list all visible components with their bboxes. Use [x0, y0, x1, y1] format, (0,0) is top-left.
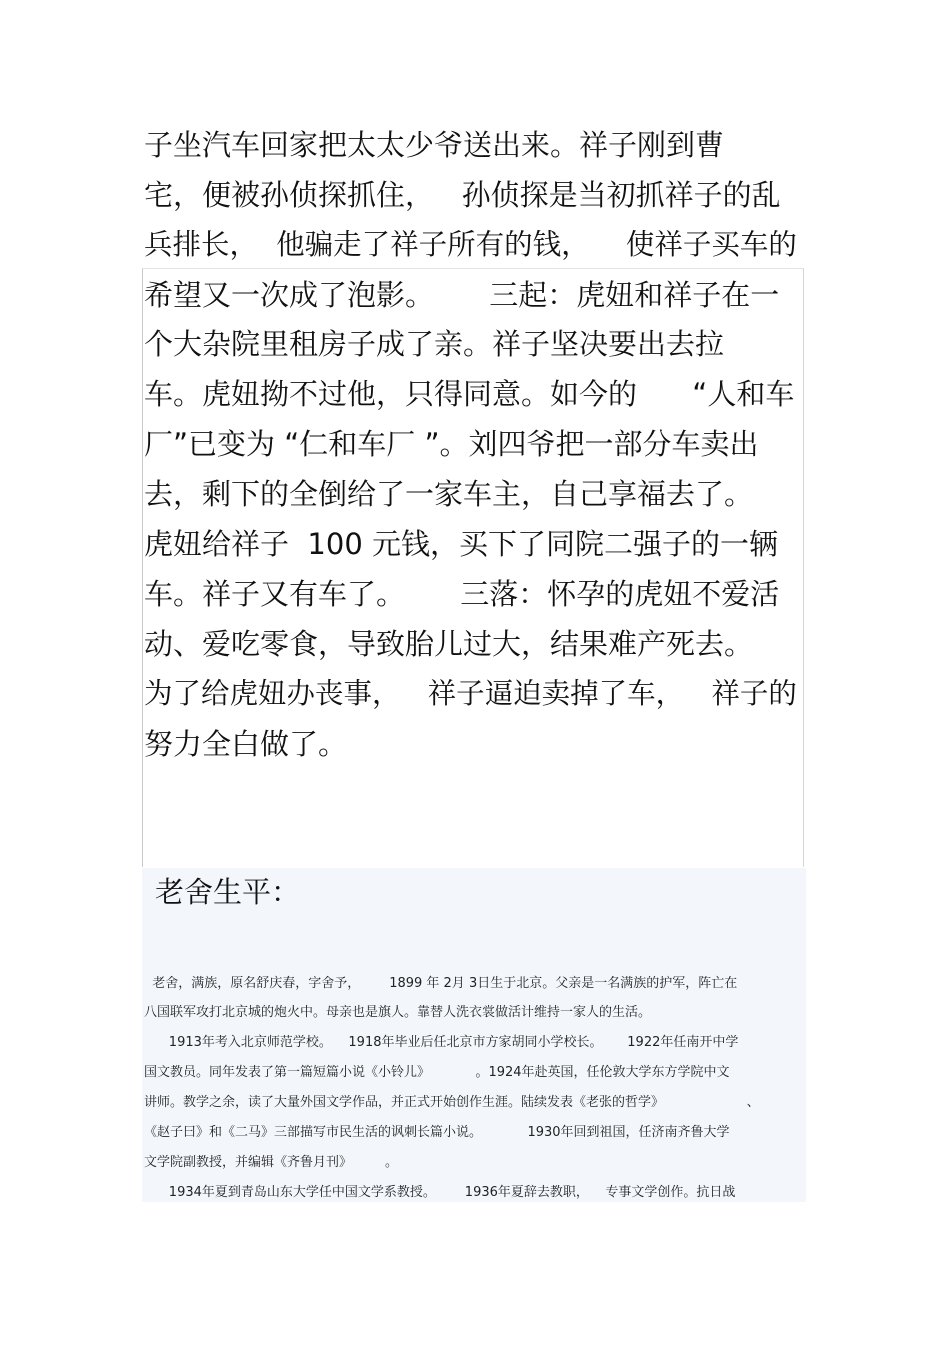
- story-line: 车。虎妞拗不过他，只得同意。如今的 “人和车: [144, 377, 795, 411]
- biography-line: 讲师。教学之余，读了大量外国文学作品，并正式开始创作生涯。陆续发表《老张的哲学》 、: [144, 1095, 760, 1110]
- story-line: 虎妞给祥子 100 元钱，买下了同院二强子的一辆: [144, 527, 779, 561]
- biography-line: 文学院副教授，并编辑《齐鲁月刊》 。: [144, 1155, 399, 1170]
- story-line: 兵排长， 他骗走了祥子所有的钱， 使祥子买车的: [144, 228, 797, 261]
- story-line: 厂”已变为 “仁和车厂 ”。刘四爷把一部分车卖出: [144, 427, 759, 461]
- story-line: 努力全白做了。: [144, 727, 348, 761]
- biography-line: 1934年夏到青岛山东大学任中国文学系教授。 1936年夏辞去教职， 专事文学创作。抗日战: [144, 1185, 736, 1200]
- story-line: 希望又一次成了泡影。 三起：虎妞和祥子在一: [144, 278, 780, 312]
- story-line: 为了给虎妞办丧事， 祥子逼迫卖掉了车， 祥子的: [144, 677, 797, 710]
- biography-line: 八国联军攻打北京城的炮火中。母亲也是旗人。靠替人洗衣裳做活计维持一家人的生活。: [144, 1005, 652, 1020]
- biography-line: 《赵子曰》和《二马》三部描写市民生活的讽刺长篇小说。 1930年回到祖国，任济南齐鲁大学: [144, 1125, 730, 1140]
- story-line: 动、爱吃零食，导致胎儿过大，结果难产死去。: [144, 627, 754, 661]
- biography-line: 1913年考入北京师范学校。 1918年毕业后任北京市方家胡同小学校长。 1922年任南开中学: [144, 1035, 739, 1050]
- story-line: 去，剩下的全倒给了一家车主，自己享福去了。: [144, 477, 754, 511]
- biography-line: 老舍，满族，原名舒庆春，字舍予， 1899 年 2月 3日生于北京。父亲是一名满族的护军，阵亡在: [144, 976, 738, 991]
- biography-line: 国文教员。同年发表了第一篇短篇小说《小铃儿》 。1924年赴英国，任伦敦大学东方学院中文: [144, 1065, 730, 1080]
- story-line: 个大杂院里租房子成了亲。祥子坚决要出去拉: [144, 327, 725, 361]
- story-line: 子坐汽车回家把太太少爷送出来。祥子刚到曹: [144, 128, 725, 162]
- story-line: 车。祥子又有车了。 三落：怀孕的虎妞不爱活: [144, 577, 780, 611]
- story-line: 宅，便被孙侦探抓住， 孙侦探是当初抓祥子的乱: [144, 178, 781, 212]
- biography-heading: 老舍生平：: [155, 875, 301, 909]
